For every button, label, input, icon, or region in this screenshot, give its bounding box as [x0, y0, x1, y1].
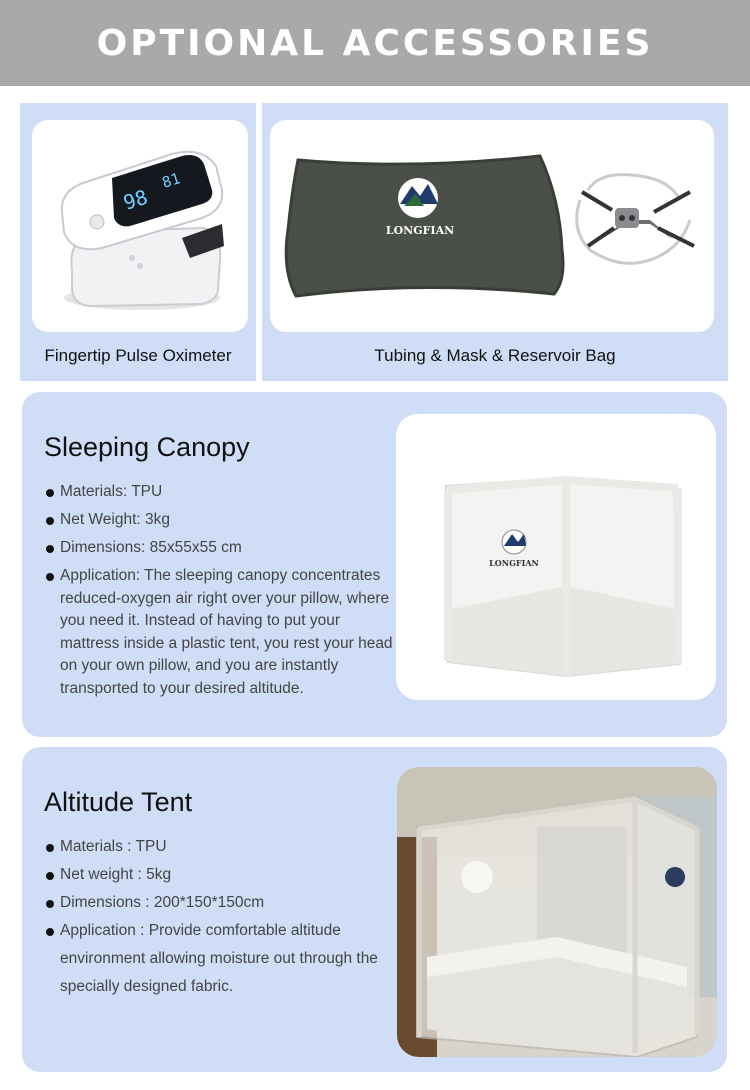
canopy-spec-item: Application: The sleeping canopy concentrates reduced-oxygen air right over your pillow, where you need it. Instead of having to put your mattress inside a plastic tent, you rest your head on your own pillow, and you are instantly transported to your desired altitude.: [46, 562, 396, 700]
tent-spec-item: Materials : TPU: [46, 833, 396, 861]
reservoir-bag-icon: [270, 120, 714, 332]
oximeter-image: [32, 120, 248, 332]
canopy-photo: [396, 414, 716, 700]
pulse-oximeter-icon: [32, 120, 248, 332]
svg-text:LONGFIAN: LONGFIAN: [489, 558, 539, 568]
tent-spec-item: Application : Provide comfortable altitude environment allowing moisture out through the specially designed fabric.: [46, 917, 396, 1001]
tent-spec-item: Net weight : 5kg: [46, 861, 396, 889]
page-title: OPTIONAL ACCESSORIES: [96, 22, 654, 64]
sleeping-canopy-icon: [396, 414, 716, 700]
tent-spec-list: [46, 833, 396, 1001]
canopy-spec-item: Net Weight: 3kg: [46, 506, 396, 534]
canopy-spec-item: Dimensions: 85x55x55 cm: [46, 534, 396, 562]
section-sleeping-canopy: [22, 392, 727, 737]
canopy-spec-list: [46, 478, 396, 700]
reservoir-bag-image: [270, 120, 714, 332]
tent-title: Altitude Tent: [44, 787, 193, 817]
canopy-title: Sleeping Canopy: [44, 432, 250, 462]
accessory-card-oximeter: [20, 103, 256, 381]
tent-photo: [397, 767, 717, 1057]
section-altitude-tent: [22, 747, 727, 1072]
altitude-tent-icon: [397, 767, 717, 1057]
page-header: [0, 0, 750, 86]
svg-text:81: 81: [159, 169, 183, 192]
oximeter-caption: Fingertip Pulse Oximeter: [44, 346, 232, 365]
bag-caption: Tubing & Mask & Reservoir Bag: [374, 346, 616, 365]
canopy-spec-item: Materials: TPU: [46, 478, 396, 506]
svg-text:98: 98: [120, 184, 151, 215]
accessory-card-bag: [262, 103, 728, 381]
svg-text:LONGFIAN: LONGFIAN: [385, 224, 455, 237]
tent-spec-item: Dimensions : 200*150*150cm: [46, 889, 396, 917]
